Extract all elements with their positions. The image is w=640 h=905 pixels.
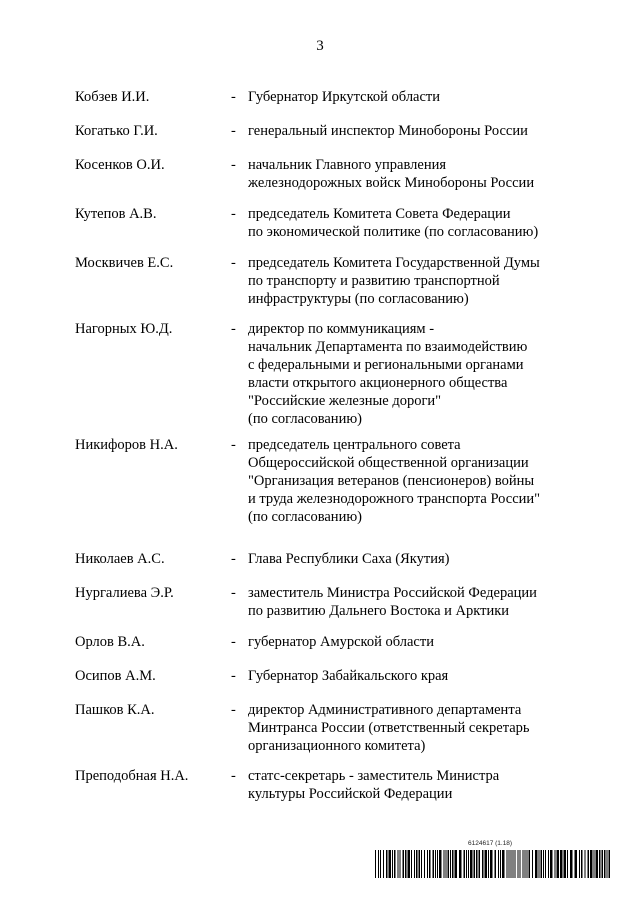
position-line: "Российские железные дороги" (248, 393, 442, 409)
member-position (248, 701, 588, 755)
position-line: генеральный инспектор Минобороны России (248, 123, 528, 139)
member-position (248, 767, 588, 803)
dash-separator: - (231, 89, 236, 105)
position-line: председатель центрального совета (248, 437, 461, 453)
dash-separator: - (231, 255, 236, 271)
member-position (248, 122, 588, 140)
dash-separator: - (231, 585, 236, 601)
position-line: и труда железнодорожного транспорта России" (248, 491, 541, 507)
position-line: Губернатор Иркутской области (248, 89, 441, 105)
member-name: Преподобная Н.А. (75, 768, 189, 784)
member-position (248, 88, 588, 106)
dash-separator: - (231, 768, 236, 784)
member-name: Кобзев И.И. (75, 89, 150, 105)
member-name: Когатько Г.И. (75, 123, 158, 139)
dash-separator: - (231, 668, 236, 684)
dash-separator: - (231, 551, 236, 567)
member-name: Осипов А.М. (75, 668, 156, 684)
document-code: 6124617 (1.18) (468, 840, 513, 847)
member-position (248, 254, 588, 308)
member-name: Никифоров Н.А. (75, 437, 178, 453)
member-name: Москвичев Е.С. (75, 255, 174, 271)
member-position (248, 633, 588, 651)
member-name: Орлов В.А. (75, 634, 145, 650)
position-line: Общероссийской общественной организации (248, 455, 529, 471)
position-line: губернатор Амурской области (248, 634, 434, 650)
member-position (248, 550, 588, 568)
position-line: с федеральными и региональными органами (248, 357, 524, 373)
member-name: Косенков О.И. (75, 157, 165, 173)
position-line: железнодорожных войск Минобороны России (248, 175, 535, 191)
position-line: по транспорту и развитию транспортной (248, 273, 500, 289)
dash-separator: - (231, 157, 236, 173)
position-line: организационного комитета) (248, 738, 426, 754)
position-line: статс-секретарь - заместитель Министра (248, 768, 500, 784)
page-number: 3 (316, 38, 324, 54)
member-position (248, 436, 588, 526)
dash-separator: - (231, 702, 236, 718)
position-line: (по согласованию) (248, 411, 362, 427)
position-line: председатель Комитета Совета Федерации (248, 206, 511, 222)
dash-separator: - (231, 634, 236, 650)
dash-separator: - (231, 123, 236, 139)
member-position (248, 156, 588, 192)
member-name: Пашков К.А. (75, 702, 155, 718)
position-line: инфраструктуры (по согласованию) (248, 291, 469, 307)
position-line: по экономической политике (по согласованию) (248, 224, 539, 240)
member-position (248, 667, 588, 685)
position-line: директор по коммуникациям - (248, 321, 435, 337)
position-line: Минтранса России (ответственный секретарь (248, 720, 530, 736)
position-line: Глава Республики Саха (Якутия) (248, 551, 450, 567)
member-position (248, 320, 588, 428)
dash-separator: - (231, 321, 236, 337)
position-line: (по согласованию) (248, 509, 362, 525)
position-line: заместитель Министра Российской Федерации (248, 585, 537, 601)
position-line: культуры Российской Федерации (248, 786, 453, 802)
position-line: начальник Главного управления (248, 157, 447, 173)
position-line: по развитию Дальнего Востока и Арктики (248, 603, 510, 619)
position-line: директор Административного департамента (248, 702, 522, 718)
member-position (248, 584, 588, 620)
dash-separator: - (231, 206, 236, 222)
member-name: Нагорных Ю.Д. (75, 321, 173, 337)
member-position (248, 205, 588, 241)
barcode-icon (373, 850, 613, 878)
position-line: председатель Комитета Государственной Думы (248, 255, 540, 271)
position-line: "Организация ветеранов (пенсионеров) войны (248, 473, 535, 489)
dash-separator: - (231, 437, 236, 453)
member-name: Кутепов А.В. (75, 206, 157, 222)
member-name: Николаев А.С. (75, 551, 165, 567)
position-line: власти открытого акционерного общества (248, 375, 508, 391)
position-line: Губернатор Забайкальского края (248, 668, 449, 684)
member-name: Нургалиева Э.Р. (75, 585, 174, 601)
position-line: начальник Департамента по взаимодействию (248, 339, 528, 355)
